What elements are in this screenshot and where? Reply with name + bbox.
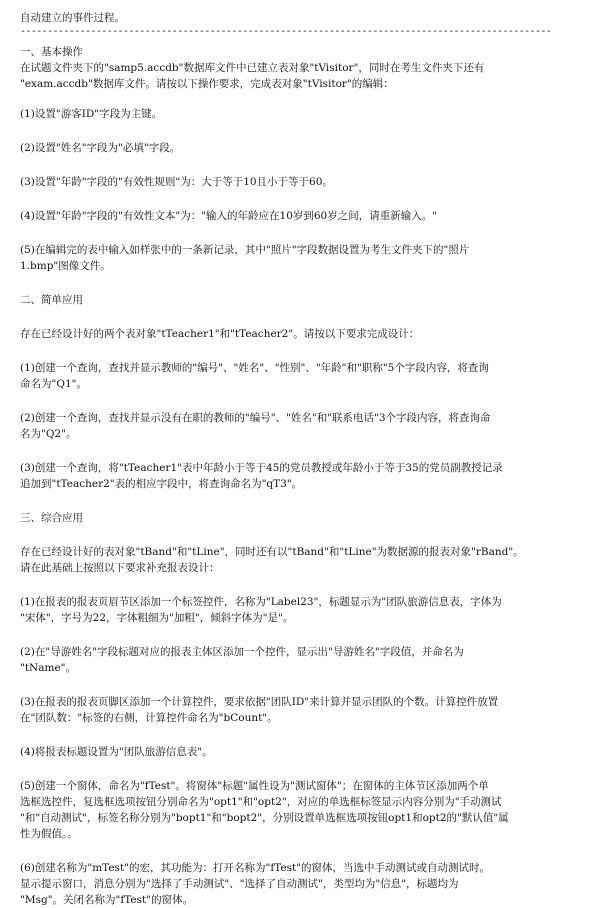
section-2-item-1-cont: 命名为"Q1"。 [20,378,87,390]
section-1-item-3: (3)设置"年龄"字段的"有效性规则"为：大于等于10且小于等于60。 [20,176,333,188]
section-1-desc-line: "exam.accdb"数据库文件。请按以下操作要求，完成表对象"tVisitor"的编辑： [20,78,394,90]
section-3-item-5-cont: 性为假值。。 [20,828,78,840]
section-3-desc-line: 请在此基础上按照以下要求补充报表设计： [20,562,220,574]
section-2-desc: 存在已经设计好的两个表对象"tTeacher1"和"tTeacher2"。请按以下要求完成设计： [20,328,420,340]
section-3-item-1: (1)在报表的报表页眉节区添加一个标签控件，名称为"Label23"，标题显示为"团队旅游信息表，字体为 [20,596,502,608]
section-3-item-3: (3)在报表的报表页脚区添加一个计算控件，要求依据"团队ID"来计算并显示团队的个数。计算控件放置 [20,696,499,708]
section-1-item-1: (1)设置"游客ID"字段为主键。 [20,108,163,120]
section-1-item-5-cont: 1.bmp"图像文件。 [20,260,111,272]
section-2-title: 二、简单应用 [20,294,83,306]
section-2-item-1: (1)创建一个查询，查找并显示教师的"编号"、"姓名"、"性别"、"年龄"和"职称"5个字段内容，将查询 [20,362,489,374]
section-3-item-6-cont: 显示提示窗口，消息分别为"选择了手动测试"、"选择了自动测试"，类型均为"信息"，标题均为 [20,878,459,890]
section-2-item-2-cont: 名为"Q2"。 [20,428,77,440]
section-1-item-4: (4)设置"年龄"字段的"有效性文本"为："输入的年龄应在10岁到60岁之间，请重新输入。" [20,210,438,222]
document-page [20,10,580,908]
section-2-item-3: (3)创建一个查询，将"tTeacher1"表中年龄小于等于45的党员教授或年龄小于等于35的党员副教授记录 [20,462,503,474]
section-2-item-2: (2)创建一个查询，查找并显示没有在职的教师的"编号"、"姓名"和"联系电话"3个字段内容，将查询命 [20,412,491,424]
section-3-desc-line: 存在已经设计好的表对象"tBand"和"tLine"，同时还有以"tBand"和"tLine"为数据源的报表对象"rBand"。 [20,546,524,558]
section-3-item-4: (4)将报表标题设置为"团队旅游信息表"。 [20,746,213,758]
section-2-item-3-cont: 追加到"tTeacher2"表的相应字段中，将查询命名为"qT3"。 [20,478,303,490]
section-1-title: 一、基本操作 [20,46,83,58]
section-1-desc-line: 在试题文件夹下的"samp5.accdb"数据库文件中已建立表对象"tVisitor"，同时在考生文件夹下还有 [20,62,485,74]
section-3-item-5: (5)创建一个窗体，命名为"fTest"。将窗体"标题"属性设为"测试窗体"；在窗体的主体节区添加两个单 [20,780,489,792]
section-3-item-2-cont: "tName"。 [20,662,76,674]
divider-line: -------------------------------------------------------------------------------------------------- [20,26,552,37]
section-3-item-5-cont: 选框选控件，复选框选项按钮分别命名为"opt1"和"opt2"，对应的单选框标签显示内容分别为"手动测试 [20,796,502,808]
intro-line: 自动建立的事件过程。 [20,12,125,24]
section-1-item-2: (2)设置"姓名"字段为"必填"字段。 [20,142,181,154]
section-3-item-6-cont: "Msg"。关闭名称为"fTest"的窗体。 [20,894,194,906]
section-3-item-2: (2)在"导游姓名"字段标题对应的报表主体区添加一个控件，显示出"导游姓名"字段值，并命名为 [20,646,464,658]
section-1-item-5: (5)在编辑完的表中输入如样张中的一条新记录，其中"照片"字段数据设置为考生文件夹下的"照片 [20,244,470,256]
section-3-item-6: (6)创建名称为"mTest"的宏，其功能为：打开名称为"fTest"的窗体，当选中手动测试或自动测试时。 [20,862,491,874]
section-3-item-1-cont: "宋体"，字号为22，字体粗细为"加粗"，倾斜字体为"是"。 [20,612,294,624]
section-3-item-5-cont: "和"自动测试"，标签名称分别为"bopt1"和"bopt2"，分别设置单选框选项按钮opt1和opt2的"默认值"属 [20,812,509,824]
section-3-item-3-cont: 在"团队数："标签的右侧，计算控件命名为"bCount"。 [20,712,278,724]
section-3-title: 三、综合应用 [20,512,83,524]
